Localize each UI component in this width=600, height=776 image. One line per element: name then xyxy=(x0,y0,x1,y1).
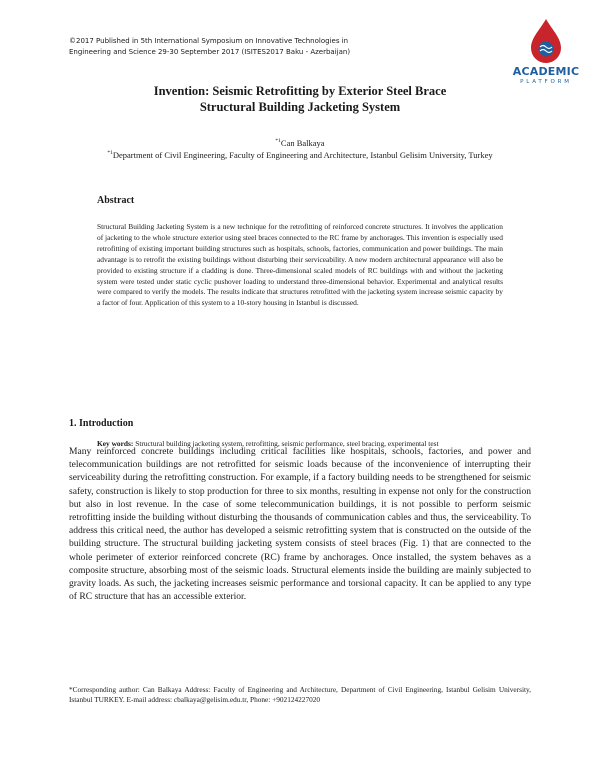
affiliation-line xyxy=(70,150,530,160)
author-marker: *1 xyxy=(275,138,281,145)
introduction-heading: 1. Introduction xyxy=(69,418,134,429)
affiliation-marker: *1 xyxy=(107,150,113,157)
abstract-text: Structural Building Jacketing System is a new technique for the retrofitting of reinforced concrete structures. It involves the application of jacketing to the whole structure exterior using steel braces connected to the RC frame by anchorages. This invention is especially used retrofitting of existing important building structures such as hospitals, schools, factories, communication and power buildings. The main advantage is to retrofit the existing buildings without disturbing their serviceability. A new modern architectural appearance will also be provided to existing structure if a cladding is done. Three-dimensional scaled models of RC buildings with and without the jacketing system were tested under static cyclic pushover loading to understand three-dimensional behavior. Experimental and analytical results were compared to verify the models. The results indicate that structures retrofitted with the jacketing system increase seismic capacity by a factor of four. Application of this system to a 10-story housing in Istanbul is discussed. xyxy=(97,222,503,308)
publication-info xyxy=(69,36,469,58)
logo-subtitle: PLATFORM xyxy=(520,79,572,85)
publication-line-2: Engineering and Science 29-30 September 2017 (ISITES2017 Baku - Azerbaijan) xyxy=(69,48,351,56)
introduction-text: Many reinforced concrete buildings including critical facilities like hospitals, schools, factories, and power and telecommunication buildings are not retrofitted for seismic loads because of the inconvenience of interrupting their serviceability during the retrofitting construction. For example, if a factory building needs to be strengthened for seismic safety, construction is likely to stop production for three to six months, resulting in expense not only for the construction but also in lost revenue. In the case of some telecommunication buildings, it is not possible to perform seismic retrofitting inside the building without disturbing the thousands of communication cables and thus, the serviceability. To address this critical need, the author has developed a seismic retrofitting system that is constructed on the outside of the building structure. The structural building jacketing system consists of steel braces (Fig. 1) that are connected to the whole perimeter of exterior reinforced concrete (RC) frame by anchorages. Once installed, the system behaves as a composite structure, absorbing most of the seismic loads. Structural elements inside the building are mainly subjected to gravity loads. As such, the jacketing increases seismic performance and torsional capacity. It can be applied to any type of RC structure that has an accessible exterior. xyxy=(69,446,531,603)
author-line xyxy=(70,138,530,148)
publication-line-1: ©2017 Published in 5th International Symposium on Innovative Technologies in xyxy=(69,37,349,45)
title-line-2: Structural Building Jacketing System xyxy=(199,99,401,114)
globe-drop-icon xyxy=(521,18,571,64)
academic-platform-logo xyxy=(507,18,585,90)
title-line-1: Invention: Seismic Retrofitting by Exterior Steel Brace xyxy=(153,84,447,98)
paper-title xyxy=(70,84,530,115)
keywords-text: Structural building jacketing system, retrofitting, seismic performance, steel bracing, experimental test xyxy=(135,439,439,448)
affiliation-text: Department of Civil Engineering, Faculty of Engineering and Architecture, Istanbul Gelisim University, Turkey xyxy=(112,150,493,160)
corresponding-author-footnote: *Corresponding author: Can Balkaya Address: Faculty of Engineering and Architecture, Department of Civil Engineering, Istanbul Gelisim University, Istanbul TURKEY. E-mail address: cbalkaya@gelisim.edu.tr, Phone: +902124227020 xyxy=(69,685,531,705)
abstract-heading: Abstract xyxy=(97,195,135,206)
logo-name: ACADEMIC xyxy=(512,65,580,78)
author-name: Can Balkaya xyxy=(280,138,325,148)
keywords-label: Key words: xyxy=(97,439,134,448)
